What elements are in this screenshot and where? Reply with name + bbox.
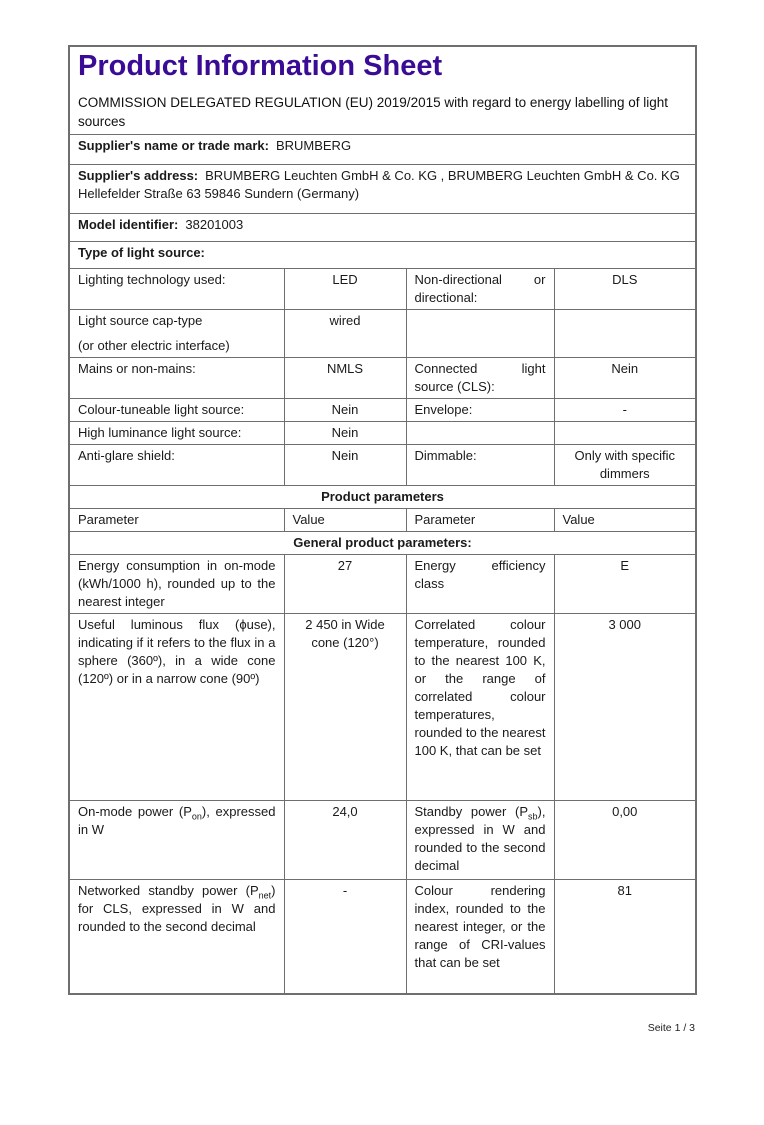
spec-row [69, 268, 696, 309]
spec-value-cell: DLS [554, 268, 696, 309]
supplier-name-row [69, 134, 696, 164]
param-value-cell: 24,0 [284, 800, 406, 879]
param-label-subscript: on [191, 811, 202, 822]
supplier-name-value: BRUMBERG [275, 137, 352, 153]
spec-label-cell: Envelope: [406, 398, 554, 421]
param-label-subscript: sb [528, 811, 538, 822]
param-label-subscript: net [258, 890, 272, 901]
section-header-row [69, 531, 696, 554]
supplier-name-label: Supplier's name or trade mark: [78, 137, 269, 153]
spec-value-cell: LED [284, 268, 406, 309]
spec-value-cell: Nein [284, 444, 406, 485]
spec-row [69, 309, 696, 357]
cap-type-line1: Light source cap-type [78, 312, 203, 328]
param-value-cell: - [284, 879, 406, 994]
param-label-text: Networked standby power (P [78, 882, 259, 898]
param-row [69, 879, 696, 994]
spec-value-cell: Nein [554, 357, 696, 398]
regulation-subtitle: COMMISSION DELEGATED REGULATION (EU) 2019/2015 with regard to energy labelling of light sources [78, 95, 668, 129]
page-number: Seite 1 / 3 [647, 1022, 695, 1034]
spec-value-cell: - [554, 398, 696, 421]
param-header-cell: Parameter [406, 508, 554, 531]
param-value-cell: 2 450 in Wide cone (120°) [284, 613, 406, 800]
spec-row [69, 421, 696, 444]
spec-label-cell: Lighting technology used: [69, 268, 284, 309]
param-label-cell: Useful luminous flux (ϕuse), indicating if it refers to the flux in a sphere (360º), in a wide cone (120º) or in a narrow cone (90º) [69, 613, 284, 800]
param-label-text: ), expressed in W [78, 803, 276, 837]
param-header-cell: Parameter [69, 508, 284, 531]
cap-type-line2: (or other electric interface) [78, 337, 230, 353]
light-source-type-label: Type of light source: [78, 244, 205, 260]
param-row [69, 613, 696, 800]
title-cell [69, 46, 696, 134]
param-label-cell: Correlated colour temperature, rounded to the nearest 100 K, or the range of correlated colour temperatures, rounded to the nearest 100 K, that can be set [406, 613, 554, 800]
section-product-parameters: Product parameters [69, 485, 696, 508]
param-label-cell [69, 879, 284, 994]
param-header-row [69, 508, 696, 531]
spec-label-cell: Colour-tuneable light source: [69, 398, 284, 421]
param-label-cell: Energy consumption in on-mode (kWh/1000 h), rounded up to the nearest integer [69, 554, 284, 613]
supplier-name-cell [69, 134, 696, 164]
param-value-cell: 0,00 [554, 800, 696, 879]
param-label-text: ), expressed in W and rounded to the second decimal [414, 803, 546, 873]
section-general-parameters: General product parameters: [69, 531, 696, 554]
supplier-address-label: Supplier's address: [78, 167, 199, 183]
param-label-cell [69, 800, 284, 879]
spec-value-cell: NMLS [284, 357, 406, 398]
spec-row [69, 398, 696, 421]
param-label-text: Standby power (P [414, 803, 529, 819]
param-header-cell: Value [284, 508, 406, 531]
spec-value-cell [554, 421, 696, 444]
spec-label-cell [406, 421, 554, 444]
spec-label-cell: Connected light source (CLS): [406, 357, 554, 398]
model-identifier-label: Model identifier: [78, 216, 179, 232]
section-header-row [69, 485, 696, 508]
param-row [69, 554, 696, 613]
param-label-cell: Colour rendering index, rounded to the nearest integer, or the range of CRI-values that can be set [406, 879, 554, 994]
light-source-type-row [69, 241, 696, 268]
spec-label-cell: Non-directional or directional: [406, 268, 554, 309]
param-row [69, 800, 696, 879]
spec-label-cell: High luminance light source: [69, 421, 284, 444]
spec-value-cell: Nein [284, 421, 406, 444]
model-identifier-cell [69, 213, 696, 241]
page-title: Product Information Sheet [78, 50, 443, 82]
supplier-address-row [69, 164, 696, 213]
spec-label-cell [406, 309, 554, 357]
param-value-cell: 81 [554, 879, 696, 994]
title-block [69, 46, 696, 134]
spec-label-cell: Dimmable: [406, 444, 554, 485]
supplier-address-cell [69, 164, 696, 213]
spec-row [69, 357, 696, 398]
spec-value-cell: wired [284, 309, 406, 357]
spec-label-cell [69, 309, 284, 357]
model-identifier-value: 38201003 [185, 216, 244, 232]
spec-value-cell [554, 309, 696, 357]
spec-value-cell: Nein [284, 398, 406, 421]
param-label-cell [406, 800, 554, 879]
param-header-cell: Value [554, 508, 696, 531]
spec-value-cell: Only with specific dimmers [554, 444, 696, 485]
supplier-address-value: BRUMBERG Leuchten GmbH & Co. KG , BRUMBERG Leuchten GmbH & Co. KG Hellefelder Straße 63 59846 Sundern (Germany) [78, 167, 680, 201]
product-info-table [68, 45, 697, 995]
param-label-text: ) for CLS, expressed in W and rounded to the second decimal [78, 882, 276, 934]
param-label-cell: Energy efficiency class [406, 554, 554, 613]
param-value-cell: 27 [284, 554, 406, 613]
spec-label-cell: Mains or non-mains: [69, 357, 284, 398]
model-identifier-row [69, 213, 696, 241]
light-source-type-cell [69, 241, 696, 268]
param-value-cell: E [554, 554, 696, 613]
spec-row [69, 444, 696, 485]
spec-label-cell: Anti-glare shield: [69, 444, 284, 485]
param-label-text: On-mode power (P [78, 803, 192, 819]
param-value-cell: 3 000 [554, 613, 696, 800]
